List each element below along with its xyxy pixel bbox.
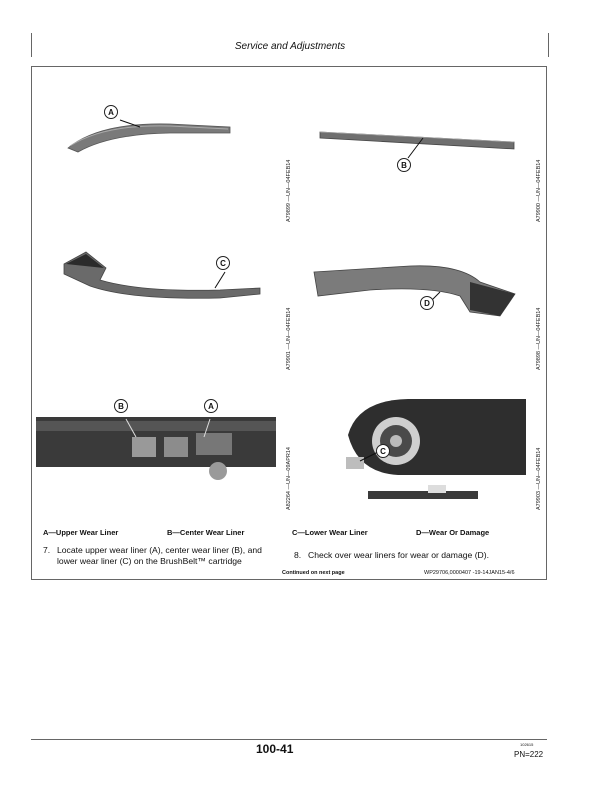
cartridge-end-photo: [338, 395, 528, 505]
footer-code: 102615: [520, 742, 534, 747]
figure-lower-wear-liner: [60, 250, 265, 310]
figure-id: A79903 —UN—04FEB14: [536, 447, 542, 510]
step-text-line: Locate upper wear liner (A), center wear liner (B), and: [57, 545, 262, 555]
figure-id: A79901 —UN—04FEB14: [286, 307, 292, 370]
upper-wear-liner-photo: [60, 100, 280, 160]
legend-item-a: A—Upper Wear Liner: [43, 528, 119, 537]
figure-cartridge-end: [338, 395, 528, 505]
step-text-line: Check over wear liners for wear or damage (D).: [308, 550, 490, 560]
figure-center-wear-liner: [318, 120, 518, 180]
figure-id: A82264 —UN—09APR14: [286, 447, 292, 510]
step-text-line: lower wear liner (C) on the BrushBelt™ cartridge: [57, 556, 242, 566]
legend-item-d: D—Wear Or Damage: [416, 528, 490, 537]
continued-note: Continued on next page: [282, 570, 345, 576]
center-wear-liner-photo: [318, 120, 518, 180]
footer-divider: [31, 739, 547, 740]
document-reference: WP29706,0000407 -19-14JAN15-4/6: [424, 570, 515, 576]
step-number: 7.: [43, 545, 51, 555]
figure-upper-wear-liner: [60, 100, 280, 160]
legend-item-b: B—Center Wear Liner: [167, 528, 245, 537]
callout-b: B: [397, 158, 411, 172]
figure-id: A79899 —UN—04FEB14: [286, 159, 292, 222]
legend-item-c: C—Lower Wear Liner: [292, 528, 368, 537]
callout-a: A: [104, 105, 118, 119]
section-title: Service and Adjustments: [234, 41, 346, 52]
page-header: [31, 33, 549, 57]
callout-c: C: [376, 444, 390, 458]
pn-number: PN=222: [514, 750, 544, 759]
figure-id: A79898 —UN—04FEB14: [536, 307, 542, 370]
lower-wear-liner-photo: [60, 250, 265, 310]
figure-id: A79900 —UN—04FEB14: [536, 159, 542, 222]
callout-c: C: [216, 256, 230, 270]
page-number: 100-41: [256, 742, 294, 756]
wear-damage-photo: [310, 260, 522, 330]
cartridge-top-photo: [36, 395, 280, 490]
figure-cartridge-top: [36, 395, 280, 490]
step-number: 8.: [294, 550, 302, 560]
callout-a: A: [204, 399, 218, 413]
callout-d: D: [420, 296, 434, 310]
callout-b: B: [114, 399, 128, 413]
figure-wear-or-damage: [310, 260, 522, 330]
